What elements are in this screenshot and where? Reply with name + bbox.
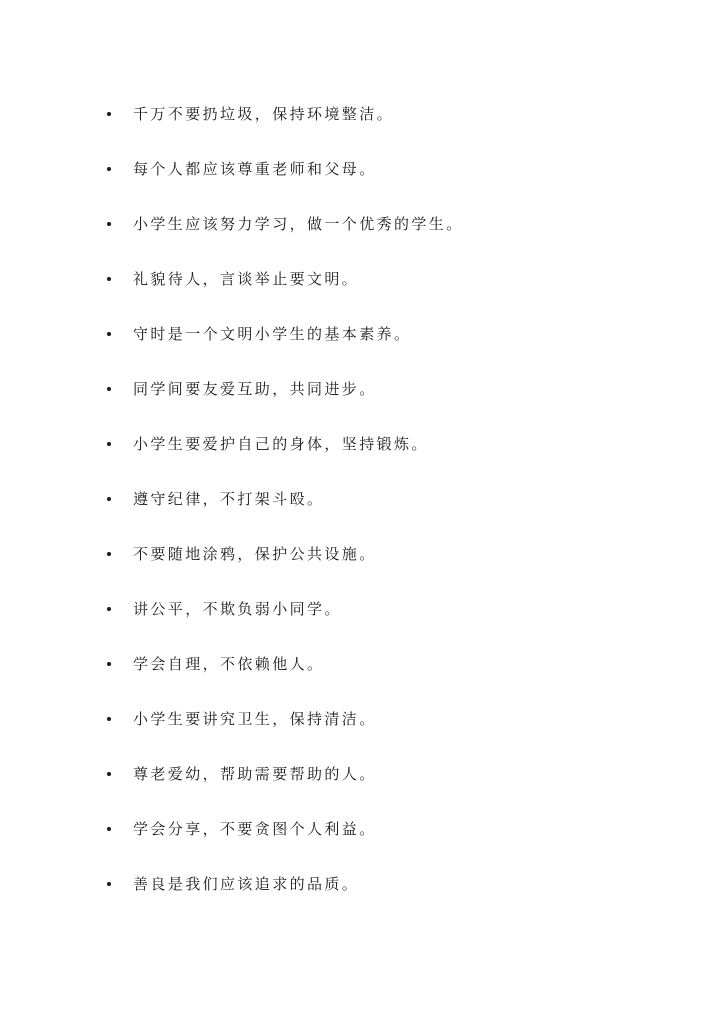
list-item-text: 善良是我们应该追求的品质。 [133,874,360,893]
list-item-text: 礼貌待人，言谈举止要文明。 [133,269,360,288]
list-item [107,86,667,141]
list-item [107,306,667,361]
list-item [107,746,667,801]
list-item-text: 遵守纪律，不打架斗殴。 [133,489,325,508]
bullet-icon [107,277,111,281]
list-item [107,691,667,746]
list-item-text: 同学间要友爱互助，共同进步。 [133,379,377,398]
list-item-text: 不要随地涂鸦，保护公共设施。 [133,544,377,563]
bullet-list [107,86,667,911]
bullet-icon [107,717,111,721]
list-item [107,801,667,856]
list-item [107,196,667,251]
list-item-text: 小学生要爱护自己的身体，坚持锻炼。 [133,434,429,453]
bullet-icon [107,882,111,886]
list-item-text: 学会自理，不依赖他人。 [133,654,325,673]
list-item [107,856,667,911]
list-item-text: 学会分享，不要贪图个人利益。 [133,819,377,838]
list-item [107,141,667,196]
list-item [107,361,667,416]
bullet-icon [107,607,111,611]
list-item-text: 每个人都应该尊重老师和父母。 [133,159,377,178]
list-item [107,416,667,471]
list-item [107,526,667,581]
bullet-icon [107,827,111,831]
bullet-icon [107,332,111,336]
bullet-icon [107,772,111,776]
list-item [107,581,667,636]
list-item [107,636,667,691]
list-item [107,471,667,526]
bullet-icon [107,662,111,666]
list-item-text: 守时是一个文明小学生的基本素养。 [133,324,412,343]
bullet-icon [107,552,111,556]
list-item-text: 讲公平，不欺负弱小同学。 [133,599,342,618]
list-item [107,251,667,306]
list-item-text: 千万不要扔垃圾，保持环境整洁。 [133,104,395,123]
bullet-icon [107,442,111,446]
list-item-text: 小学生应该努力学习，做一个优秀的学生。 [133,214,464,233]
list-item-text: 尊老爱幼，帮助需要帮助的人。 [133,764,377,783]
bullet-icon [107,112,111,116]
bullet-icon [107,497,111,501]
bullet-icon [107,387,111,391]
bullet-icon [107,167,111,171]
bullet-icon [107,222,111,226]
list-item-text: 小学生要讲究卫生，保持清洁。 [133,709,377,728]
